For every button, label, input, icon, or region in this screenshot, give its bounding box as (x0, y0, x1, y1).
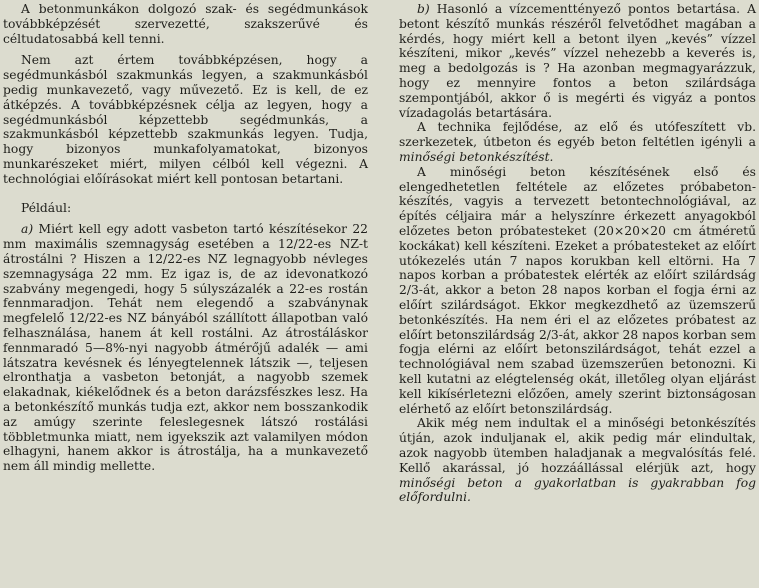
item-label-a: a) (21, 222, 34, 237)
item-label-b: b) (417, 2, 430, 16)
technology-text: A technika fejlődése, az elő és utófeszített vb. szerkezetek, útbeton és egyéb beton feltétlen igényli a (399, 120, 756, 150)
paragraph-example-a (3, 222, 368, 474)
conclusion-emphasis: minőségi beton a gyakorlatban is gyakrabban fog előfordulni. (399, 475, 756, 505)
paragraph-example-b (399, 2, 756, 120)
conclusion-text: Akik még nem indultak el a minőségi betonkészítés útján, azok induljanak el, akik pedig már elindultak, azok nagyobb ütemben haladjanak a megvalósítás felé. Kellő akarással, jó hozzáállással elérjük azt, hogy (399, 416, 756, 475)
paragraph-intro: A betonmunkákon dolgozó szak- és segédmunkások továbbképzését szervezetté, szakszerűvé és céltudatosabbá kell tenni. (3, 2, 368, 46)
paragraph-continuing-education: Nem azt értem továbbképzésen, hogy a segédmunkásból szakmunkás legyen, a szakmunkásból pedig munkavezető, vagy művezető. Ez is kell, de ez átképzés. A továbbképzésnek célja az legyen, hogy a segédmunkásból képzettebb segédmunkás, a szakmunkásból képzettebb szakmunkás legyen. Tudja, hogy bizonyos munkafolyamatokat, bizonyos munkarészeket miért, milyen célból kell végezni. A technológiai előírásokat miért kell pontosan betartani. (3, 53, 368, 186)
paragraph-technology (399, 120, 756, 164)
example-b-text: Hasonló a vízcementtényező pontos betartása. A betont készítő munkás részéről felvetődhet magában a kérdés, hogy miért kell a betont ilyen „kevés” vízzel készíteni, mikor „kevés” vízzel nehezebb a keverés is, meg a bedolgozás is ? Ha azonban megmagyarázzuk, hogy ez mennyire fontos a beton szilárdsága szempontjából, akkor ő is megérti és vigyáz a pontos vízadagolás betartására. (399, 2, 756, 120)
technology-emphasis: minőségi betonkészítést. (399, 149, 554, 164)
paragraph-example-heading: Például: (21, 200, 72, 215)
paragraph-quality-concrete: A minőségi beton készítésének első és elengedhetetlen feltétele az előzetes próbabeton-készítés, vagyis a tervezett betontechnológiával, az építés céljaira már a helyszínre érkezett anyagokból előzetes beton próbatesteket (20×20×20 cm átméretű kockákat) kell készíteni. Ezeket a próbatesteket az előírt utókezelés után 7 napos korukban kell eltörni. Ha 7 napos korban a próbatestek elérték az előírt szilárdság 2/3-át, akkor a beton 28 napos korban el fogja érni az előírt szilárdságot. Ekkor megkezdhető az üzemszerű betonkészítés. Ha nem éri el az előzetes próbatest az előírt betonszilárdság 2/3-át, akkor 28 napos korban sem fogja elérni az előírt betonszilárdságot, tehát ezzel a technológiával nem szabad üzemszerűen betonozni. Ki kell kutatni az elégtelenség okát, illetőleg olyan eljárást kell kikísérletezni előzően, amely szerint biztonságosan elérhető az előírt betonszilárdság. (399, 164, 756, 416)
right-column (399, 2, 756, 505)
paragraph-conclusion (399, 416, 756, 505)
example-a-text: Miért kell egy adott vasbeton tartó készítésekor 22 mm maximális szemnagyság esetében a 12/22-es NZ-t átrostálni ? Hiszen a 12/22-es NZ legnagyobb névleges szemnagysága 22 mm. Ez igaz is, de az idevonatkozó szabvány megengedi, hogy 5 súlyszázalék a 22-es rostán fennmaradjon. Tehát nem elegendő a szabványnak megfelelő 12/22-es NZ bányából szállított állapotban való felhasználása, hanem át kell rostálni. Az átrostáláskor fennmaradó 5—8%-nyi nagyobb átmérőjű adalék — ami látszatra kevésnek és lényegtelennek látszik —, teljesen elronthatja a vasbeton betonját, a nagyobb szemek elakadnak, kiékelődnek és a beton darázsfészkes lesz. Ha a betonkészítő munkás tudja ezt, akkor nem bosszankodik az amúgy szerinte feleslegesnek látszó rostálási többletmunka miatt, nem igyekszik azt valamilyen módon elhagyni, hanem akkor is átrostálja, ha a munkavezető nem áll mindig mellette. (3, 222, 368, 474)
left-column (3, 2, 368, 474)
